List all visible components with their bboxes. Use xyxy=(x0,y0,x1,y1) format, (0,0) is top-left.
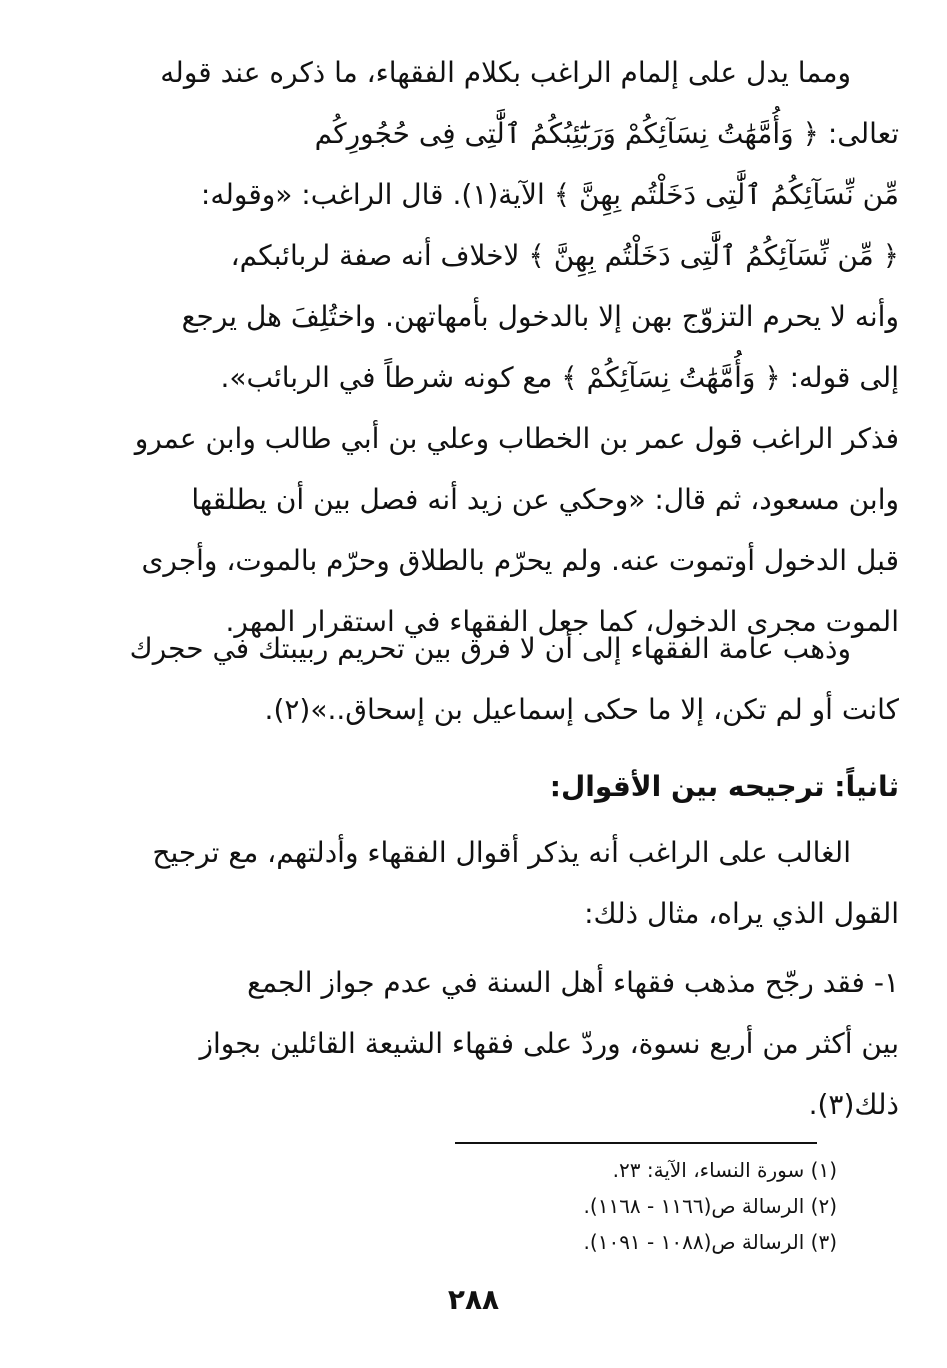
text-line: تعالى: ﴿ وَأُمَّهَٰتُ نِسَآئِكُمْ وَرَبَٰٓئِبُكُمُ ٱلَّٰتِى فِى حُجُورِكُم xyxy=(314,117,899,150)
text-line: القول الذي يراه، مثال ذلك: xyxy=(584,897,899,930)
footnote-divider xyxy=(455,1142,817,1144)
text-line: وأنه لا يحرم التزوّج بهن إلا بالدخول بأمهاتهن. واختُلِفَ هل يرجع xyxy=(181,300,899,333)
footnotes xyxy=(584,1152,837,1260)
paragraph-3 xyxy=(48,822,899,944)
paragraph-4 xyxy=(48,952,899,1135)
text-line: وذهب عامة الفقهاء إلى أن لا فرق بين تحريم ربيبتك في حجرك xyxy=(129,632,851,665)
section-heading: ثانياً: ترجيحه بين الأقوال: xyxy=(549,770,899,803)
footnote-1: (١) سورة النساء، الآية: ٢٣. xyxy=(612,1158,837,1182)
text-line: الموت مجرى الدخول، كما جعل الفقهاء في استقرار المهر. xyxy=(225,605,899,638)
text-line: ١- فقد رجّح مذهب فقهاء أهل السنة في عدم جواز الجمع xyxy=(247,966,899,999)
paragraph-1 xyxy=(48,42,899,652)
text-line: ذلك(٣). xyxy=(808,1088,899,1121)
text-line: وابن مسعود، ثم قال: «وحكي عن زيد أنه فصل بين أن يطلقها xyxy=(191,483,899,516)
text-line: فذكر الراغب قول عمر بن الخطاب وعلي بن أبي طالب وابن عمرو xyxy=(134,422,899,455)
text-line: ﴿ مِّن نِّسَآئِكُمُ ٱلَّٰتِى دَخَلْتُم بِهِنَّ ﴾ لاخلاف أنه صفة لربائبكم، xyxy=(230,239,899,272)
page-number: ٢٨٨ xyxy=(447,1283,500,1316)
text-line: قبل الدخول أوتموت عنه. ولم يحرّم بالطلاق وحرّم بالموت، وأجرى xyxy=(141,544,899,577)
text-line: بين أكثر من أربع نسوة، وردّ على فقهاء الشيعة القائلين بجواز xyxy=(199,1027,899,1060)
text-line: إلى قوله: ﴿ وَأُمَّهَٰتُ نِسَآئِكُمْ ﴾ مع كونه شرطاً في الربائب». xyxy=(220,361,899,394)
paragraph-2 xyxy=(48,618,899,740)
text-line: الغالب على الراغب أنه يذكر أقوال الفقهاء وأدلتهم، مع ترجيح xyxy=(152,836,851,869)
text-line: مِّن نِّسَآئِكُمُ ٱلَّٰتِى دَخَلْتُم بِهِنَّ ﴾ الآية(١). قال الراغب: «وقوله: xyxy=(200,178,899,211)
footnote-2: (٢) الرسالة ص(١١٦٦ - ١١٦٨). xyxy=(583,1194,837,1218)
text-line: ومما يدل على إلمام الراغب بكلام الفقهاء، ما ذكره عند قوله xyxy=(160,56,851,89)
text-line: كانت أو لم تكن، إلا ما حكى إسماعيل بن إسحاق..»(٢). xyxy=(264,693,899,726)
footnote-3: (٣) الرسالة ص(١٠٨٨ - ١٠٩١). xyxy=(583,1230,837,1254)
